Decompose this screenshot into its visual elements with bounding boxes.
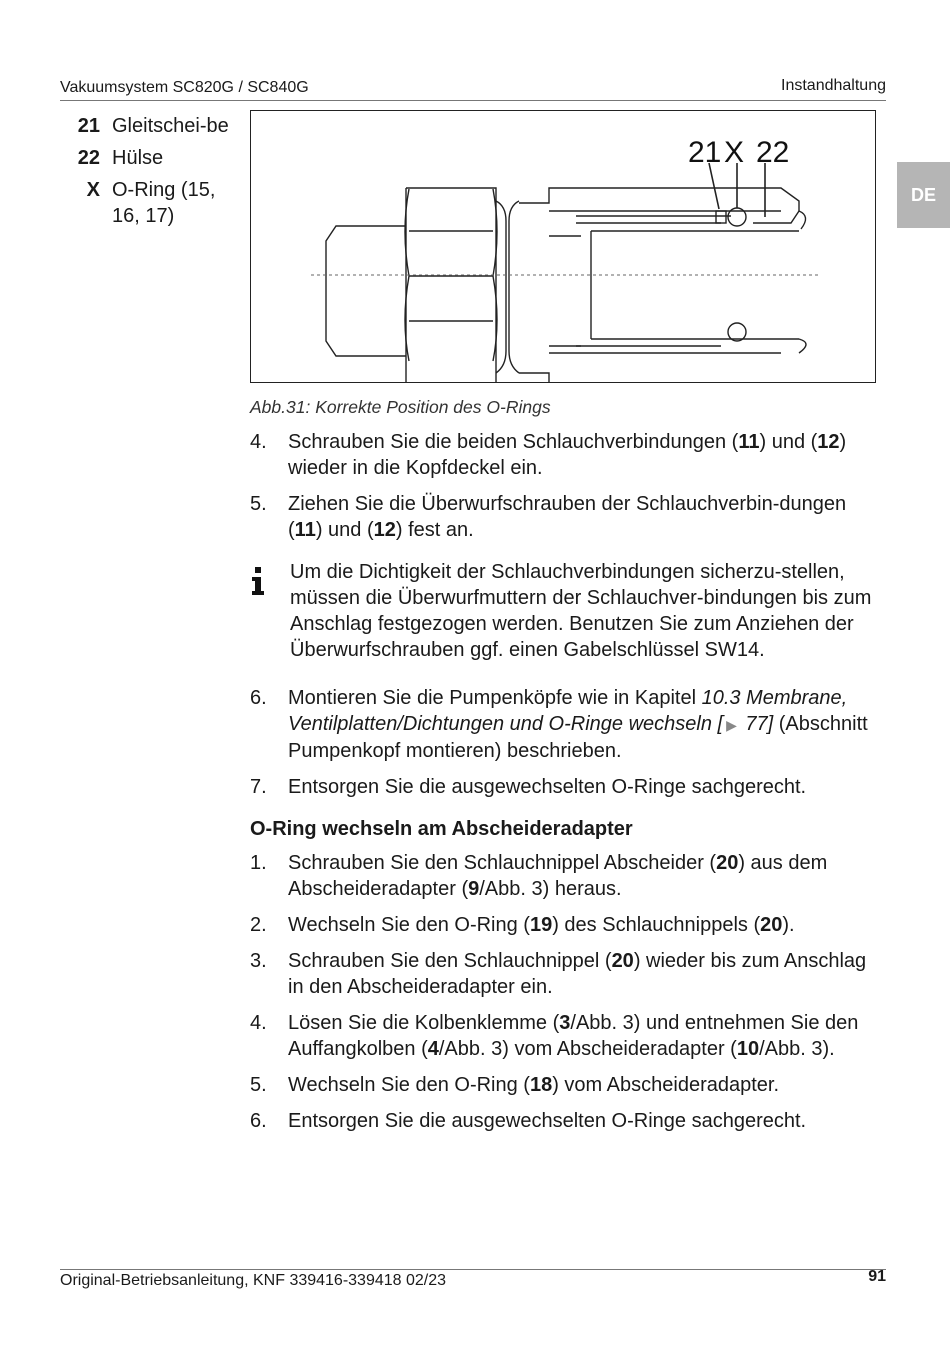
step-item xyxy=(250,1072,880,1098)
step-number: 4. xyxy=(250,1012,267,1034)
step-number: 7. xyxy=(250,776,267,798)
legend-text: Gleitschei-be xyxy=(112,115,229,137)
text-run: /Abb. 3) heraus. xyxy=(479,878,622,900)
step-item xyxy=(250,850,880,902)
info-icon xyxy=(250,559,290,663)
step-item xyxy=(250,948,880,1000)
text-run: Montieren Sie die Pumpenköpfe wie in Kapitel xyxy=(288,687,702,709)
step-text xyxy=(288,429,880,481)
text-run: 19 xyxy=(529,914,553,936)
text-run: Schrauben Sie den Schlauchnippel ( xyxy=(288,950,612,972)
step-list xyxy=(250,685,880,800)
text-run: Entsorgen Sie die ausgewechselten O-Ringe sachgerecht. xyxy=(288,1110,807,1132)
legend-item xyxy=(60,145,240,171)
text-run: ) wieder bis zum Anschlag in den Abscheideradapter ein. xyxy=(288,950,867,998)
text-run: /Abb. 3). xyxy=(759,1038,835,1060)
text-run: Ziehen Sie die Überwurfschrauben der Schlauchverbin-dungen ( xyxy=(288,493,847,541)
figure-legend xyxy=(60,113,240,235)
step-number: 6. xyxy=(250,687,267,709)
text-run: 20 xyxy=(716,852,739,874)
text-run: 10 xyxy=(736,1038,760,1060)
legend-key: X xyxy=(86,179,100,201)
text-run: Lösen Sie die Kolbenklemme ( xyxy=(288,1012,560,1034)
legend-item xyxy=(60,177,240,229)
text-run: /Abb. 3) vom Abscheideradapter ( xyxy=(438,1038,737,1060)
text-run: ) vom Abscheideradapter. xyxy=(552,1074,780,1096)
callout-label: 21 xyxy=(688,136,722,169)
callout-label: 22 xyxy=(756,136,790,169)
reference-arrow-icon: ▶ xyxy=(726,717,737,733)
text-run: 9 xyxy=(468,878,480,900)
footer-text: Original-Betriebsanleitung, KNF 339416-339418 02/23 xyxy=(60,1272,447,1289)
main-content xyxy=(250,429,880,1144)
step-text xyxy=(288,1072,880,1098)
text-run: 20 xyxy=(611,950,634,972)
legend-item xyxy=(60,113,240,139)
text-run: ) fest an. xyxy=(395,519,474,541)
text-run: 12 xyxy=(817,431,840,453)
step-list xyxy=(250,429,880,543)
text-run: 3 xyxy=(559,1012,571,1034)
text-run: 4 xyxy=(427,1038,439,1060)
text-run: 20 xyxy=(760,914,783,936)
step-list xyxy=(250,850,880,1134)
step-text xyxy=(288,912,880,938)
header-section: Instandhaltung xyxy=(781,77,886,94)
text-run: Schrauben Sie den Schlauchnippel Abscheider ( xyxy=(288,852,717,874)
legend-text: O-Ring (15, 16, 17) xyxy=(112,179,216,227)
legend-text: Hülse xyxy=(112,147,164,169)
step-text xyxy=(288,685,880,764)
text-run: Wechseln Sie den O-Ring ( xyxy=(288,914,530,936)
text-run: Entsorgen Sie die ausgewechselten O-Ringe sachgerecht. xyxy=(288,776,807,798)
text-run: 18 xyxy=(529,1074,553,1096)
text-run[interactable]: 10.3 Membrane, Ventilplatten/Dichtungen und O-Ringe wechseln [ xyxy=(288,687,848,735)
step-item xyxy=(250,912,880,938)
fitting-drawing xyxy=(250,110,876,383)
figure-caption: Abb.31: Korrekte Position des O-Rings xyxy=(250,397,551,417)
step-item xyxy=(250,685,880,764)
callout-label: X xyxy=(724,136,745,169)
text-run: Wechseln Sie den O-Ring ( xyxy=(288,1074,530,1096)
header-divider xyxy=(60,100,886,101)
legend-key: 21 xyxy=(77,115,100,137)
step-text xyxy=(288,1010,880,1062)
language-tab: DE xyxy=(897,162,950,228)
step-number: 5. xyxy=(250,1074,267,1096)
header-title: Vakuumsystem SC820G / SC840G xyxy=(60,79,309,96)
step-text xyxy=(288,1108,880,1134)
legend-key: 22 xyxy=(77,147,100,169)
text-run: ) aus dem Abscheideradapter ( xyxy=(288,852,828,900)
text-run: ) des Schlauchnippels ( xyxy=(552,914,761,936)
step-number: 3. xyxy=(250,950,267,972)
step-item xyxy=(250,1010,880,1062)
text-run: /Abb. 3) und entnehmen Sie den Auffangkolben ( xyxy=(288,1012,859,1060)
text-run: ) und ( xyxy=(315,519,374,541)
footer-divider xyxy=(60,1269,886,1270)
text-run: Schrauben Sie die beiden Schlauchverbindungen ( xyxy=(288,431,739,453)
step-item xyxy=(250,491,880,543)
step-item xyxy=(250,429,880,481)
section-heading: O-Ring wechseln am Abscheideradapter xyxy=(250,818,633,840)
step-number: 5. xyxy=(250,493,267,515)
step-text xyxy=(288,491,880,543)
text-run: 11 xyxy=(294,519,316,541)
step-text xyxy=(288,850,880,902)
step-item xyxy=(250,1108,880,1134)
text-run: (Abschnitt Pumpenkopf montieren) beschrieben. xyxy=(288,713,868,762)
text-run: 11 xyxy=(738,431,760,453)
text-run[interactable]: 77] xyxy=(739,713,774,735)
text-run: ) wieder in die Kopfdeckel ein. xyxy=(288,431,847,479)
step-item xyxy=(250,774,880,800)
step-number: 2. xyxy=(250,914,267,936)
step-text xyxy=(288,948,880,1000)
text-run: ). xyxy=(782,914,795,936)
fitting-drawing-svg xyxy=(251,111,875,382)
text-run: ) und ( xyxy=(759,431,818,453)
info-text: Um die Dichtigkeit der Schlauchverbindungen sicherzu-stellen, müssen die Überwurfmuttern der Schlauchver-bindungen bis zum Anschlag festgezogen werden. Benutzen Sie zum Anziehen der Überwurfschrauben ggf. einen Gabelschlüssel SW14. xyxy=(290,561,872,661)
page-number: 91 xyxy=(868,1268,886,1285)
step-text xyxy=(288,774,880,800)
step-number: 6. xyxy=(250,1110,267,1132)
text-run: 12 xyxy=(373,519,396,541)
info-note xyxy=(250,559,880,663)
step-number: 1. xyxy=(250,852,267,874)
step-number: 4. xyxy=(250,431,267,453)
